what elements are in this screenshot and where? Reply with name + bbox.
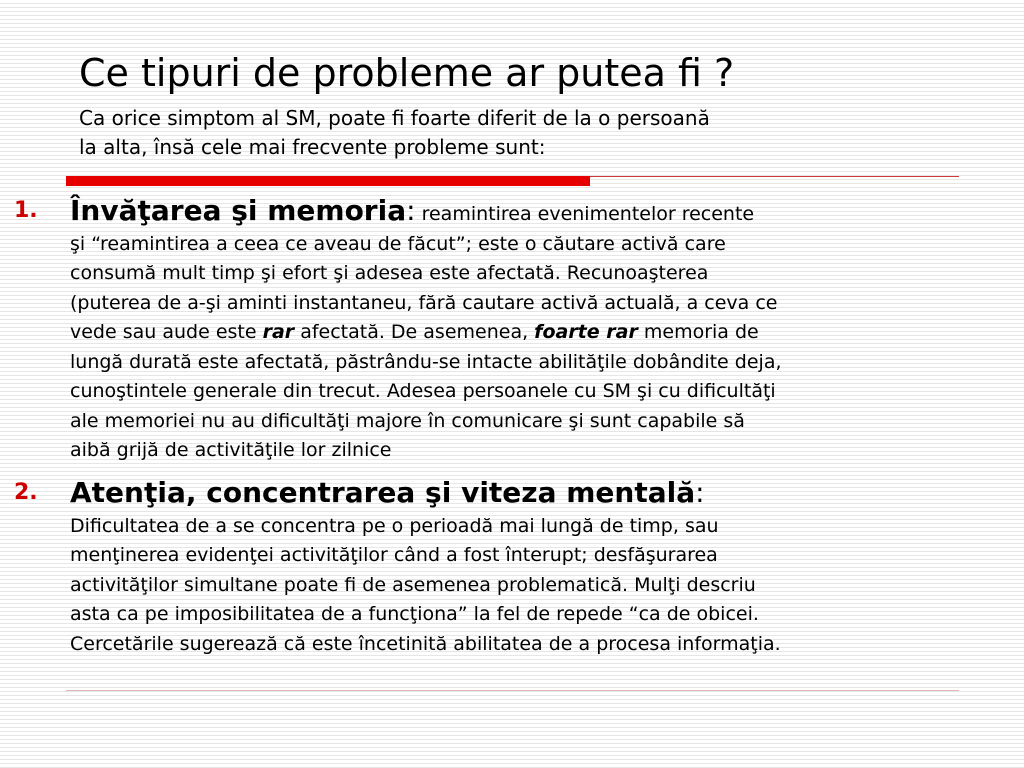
body-line: menţinerea evidenţei activităţilor când a fost înterupt; desfăşurarea — [70, 544, 718, 566]
title-divider — [66, 176, 959, 188]
body-line: consumă mult timp şi efort şi adesea este afectată. Recunoaşterea — [70, 262, 709, 284]
body-line: Dificultatea de a se concentra pe o perioadă mai lungă de timp, sau — [70, 514, 719, 537]
list-item-first-line — [70, 195, 1000, 230]
body-text: memoria de — [637, 321, 759, 343]
emphasis-rar: rar — [262, 321, 295, 343]
body-line: activităţilor simultane poate fi de asemenea problematică. Mulţi descriu — [70, 573, 756, 596]
list-item-body — [70, 477, 1000, 659]
list-item-heading: Atenţia, concentrarea şi viteza mentală — [70, 476, 696, 509]
heading-colon: : — [406, 194, 416, 227]
emphasis-foarte-rar: foarte rar — [534, 321, 638, 343]
body-line: şi “reamintirea a ceea ce aveau de făcut”; este o căutare activă care — [70, 232, 726, 255]
body-text: reamintirea evenimentelor recente — [415, 203, 755, 225]
list-item-first-line — [70, 477, 1000, 512]
slide-title: Ce tipuri de probleme ar putea fi ? — [79, 51, 735, 95]
thin-divider-line — [590, 176, 959, 177]
list-item-body — [70, 195, 1000, 466]
body-line: aibă grijă de activităţile lor zilnice — [70, 439, 392, 461]
body-line: ale memoriei nu au dificultăţi majore în comunicare şi sunt capabile să — [70, 409, 745, 432]
body-text: vede sau aude este — [70, 321, 263, 343]
bottom-divider — [66, 690, 959, 691]
body-line: (puterea de a-şi aminti instantaneu, fără cautare activă actuală, a ceva ce — [70, 291, 778, 314]
body-line: asta ca pe imposibilitatea de a funcţiona” la fel de repede “ca de obicei. — [70, 603, 759, 625]
list-number: 1. — [14, 198, 38, 223]
body-line: lungă durată este afectată, păstrându-se intacte abilităţile dobândite deja, — [70, 350, 782, 373]
red-accent-bar — [66, 176, 590, 186]
subtitle-line: Ca orice simptom al SM, poate fi foarte diferit de la o persoană — [79, 106, 710, 130]
body-line — [70, 318, 1000, 348]
subtitle-line: la alta, însă cele mai frecvente probleme sunt: — [79, 135, 546, 159]
body-text: afectată. De asemenea, — [294, 321, 535, 343]
body-line: Cercetările sugerează că este încetinită abilitatea de a procesa informaţia. — [70, 632, 781, 655]
body-line: cunoştintele generale din trecut. Adesea persoanele cu SM şi cu dificultăţi — [70, 380, 776, 402]
list-number: 2. — [14, 480, 38, 505]
heading-colon: : — [695, 476, 705, 509]
slide-subtitle — [79, 104, 979, 162]
list-item-heading: Învăţarea şi memoria — [70, 194, 407, 227]
